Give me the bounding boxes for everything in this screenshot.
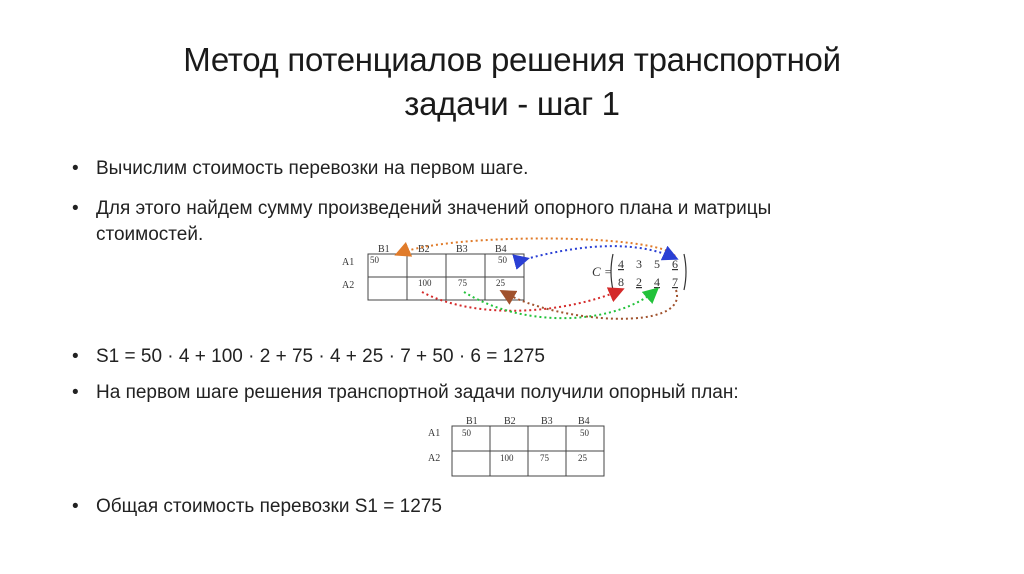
row-header-a2: A2 — [342, 280, 355, 291]
arrow-green — [464, 290, 656, 318]
matrix-bracket-right — [684, 254, 686, 290]
cost-2-3: 4 — [654, 275, 660, 289]
cost-2-1: 8 — [618, 275, 624, 289]
col-header-b2: B2 — [418, 244, 430, 255]
col-header-b4: B4 — [578, 416, 590, 427]
title-line-1: Метод потенциалов решения транспортной — [183, 41, 841, 78]
cost-2-2: 2 — [636, 275, 642, 289]
bullet-text-line-1: Для этого найдем сумму произведений значений опорного плана и матрицы — [96, 198, 772, 219]
plan-cell-a2-b4: 25 — [578, 453, 587, 463]
plan-cell-a2-b4: 25 — [496, 278, 505, 288]
col-header-b1: B1 — [378, 244, 390, 255]
row-header-a1: A1 — [342, 257, 355, 268]
plan-cell-a1-b1: 50 — [462, 428, 471, 438]
bullet-text-line-2: стоимостей. — [96, 224, 204, 245]
row-header-a2: A2 — [428, 453, 441, 464]
plan-cell-a2-b3: 75 — [458, 278, 467, 288]
plan-table-2 — [420, 414, 620, 478]
cost-1-4: 6 — [672, 257, 678, 271]
bullet-marker: • — [72, 158, 79, 179]
cost-matrix-label: C = — [592, 264, 613, 279]
plan-cell-a1-b1: 50 — [370, 255, 379, 265]
bullet-marker: • — [72, 496, 79, 517]
cost-2-4: 7 — [672, 275, 678, 289]
slide-title — [0, 38, 1024, 126]
plan-cell-a1-b4: 50 — [580, 428, 589, 438]
col-header-b3: B3 — [541, 416, 553, 427]
plan-cost-diagram — [330, 232, 750, 332]
plan-cell-a1-b4: 50 — [498, 255, 507, 265]
col-header-b2: B2 — [504, 416, 516, 427]
plan-cell-a2-b3: 75 — [540, 453, 549, 463]
plan-cell-a2-b2: 100 — [500, 453, 514, 463]
bullet-marker: • — [72, 382, 79, 403]
bullet-marker: • — [72, 346, 79, 367]
bullet-marker: • — [72, 198, 79, 219]
col-header-b4: B4 — [495, 244, 507, 255]
bullet-text: S1 = 50 · 4 + 100 · 2 + 75 · 4 + 25 · 7 + 50 · 6 = 1275 — [96, 346, 545, 367]
row-header-a1: A1 — [428, 428, 441, 439]
cost-1-1: 4 — [618, 257, 624, 271]
bullet-text: Вычислим стоимость перевозки на первом шаге. — [96, 158, 529, 179]
bullet-text: Общая стоимость перевозки S1 = 1275 — [96, 496, 442, 517]
plan-cell-a2-b2: 100 — [418, 278, 432, 288]
cost-1-2: 3 — [636, 257, 642, 271]
col-header-b1: B1 — [466, 416, 478, 427]
arrow-blue — [526, 246, 675, 259]
col-header-b3: B3 — [456, 244, 468, 255]
bullet-text: На первом шаге решения транспортной задачи получили опорный план: — [96, 382, 739, 403]
cost-1-3: 5 — [654, 257, 660, 271]
title-line-2: задачи - шаг 1 — [404, 85, 620, 122]
arrow-orange — [398, 238, 675, 256]
